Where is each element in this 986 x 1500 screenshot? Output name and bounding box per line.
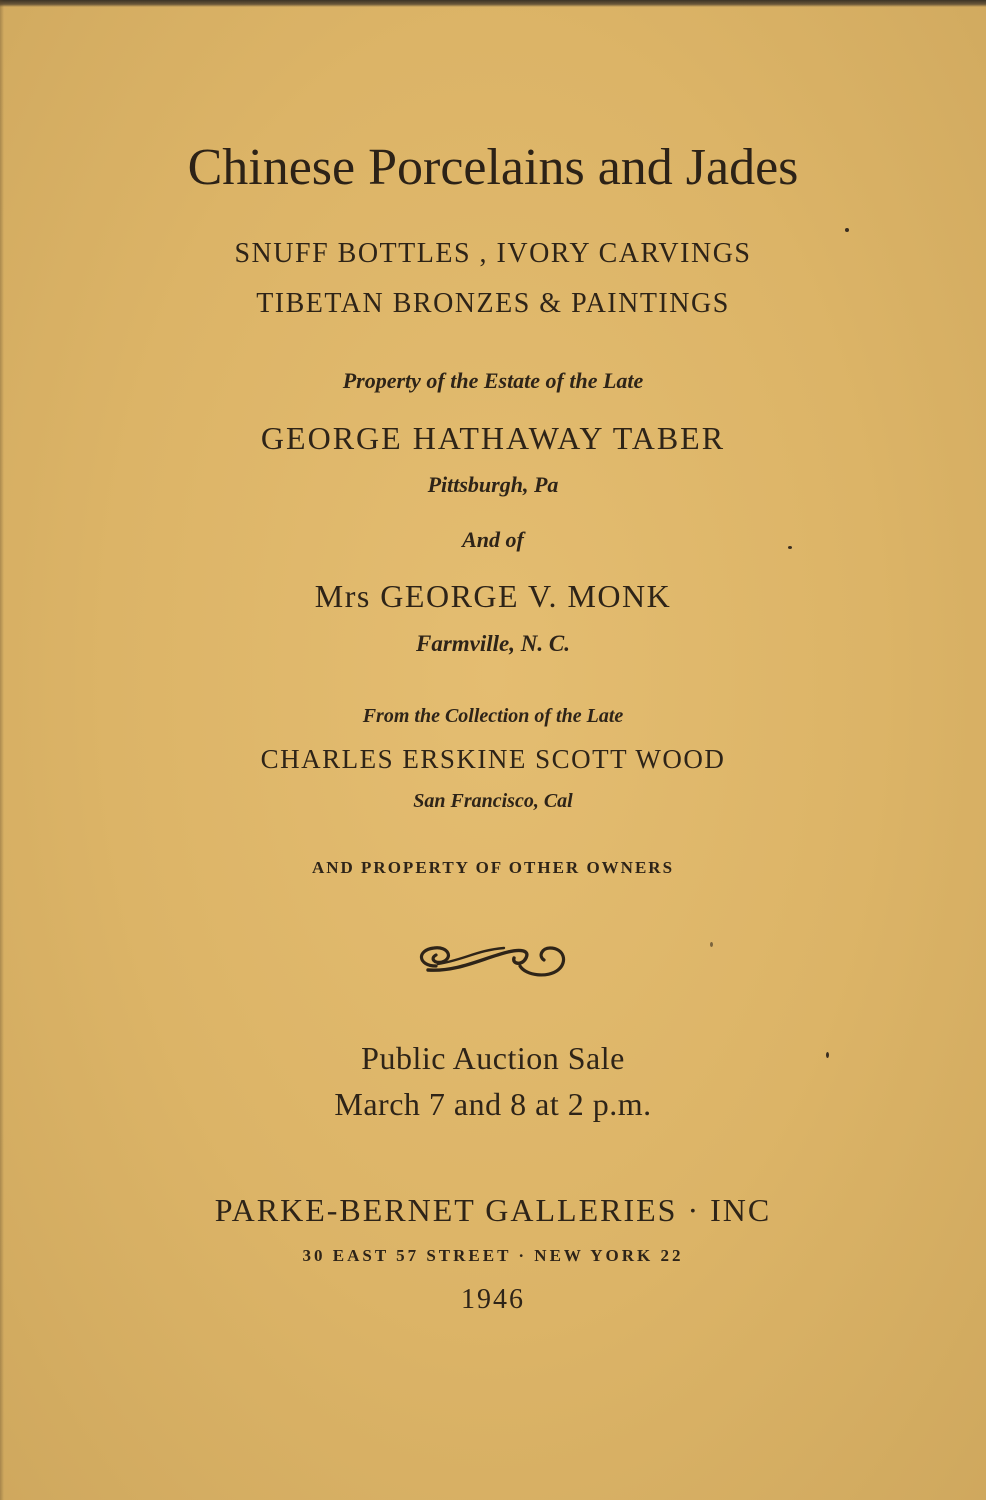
- paper-speck: [826, 1052, 829, 1058]
- paper-speck: [788, 546, 792, 549]
- catalog-title: Chinese Porcelains and Jades: [187, 139, 799, 196]
- owner-2-location: Farmville, N. C.: [416, 631, 570, 656]
- owner-2-name: Mrs GEORGE V. MONK: [314, 578, 672, 614]
- paper-speck: [845, 228, 849, 232]
- owner-1-name: GEORGE HATHAWAY TABER: [260, 420, 726, 456]
- publication-year: 1946: [461, 1284, 525, 1315]
- cover-top-edge: [0, 0, 986, 7]
- estate-intro: Property of the Estate of the Late: [342, 368, 644, 393]
- flourish-ornament-icon: [408, 936, 578, 986]
- subtitle-line-1: SNUFF BOTTLES , IVORY CARVINGS: [234, 238, 752, 269]
- auction-sale-date: March 7 and 8 at 2 p.m.: [334, 1086, 652, 1122]
- owner-3-name: CHARLES ERSKINE SCOTT WOOD: [260, 744, 726, 774]
- other-owners-text: AND PROPERTY OF OTHER OWNERS: [311, 858, 675, 877]
- and-of-text: And of: [462, 527, 524, 552]
- gallery-name: PARKE-BERNET GALLERIES · INC: [214, 1192, 772, 1228]
- gallery-address: 30 EAST 57 STREET · NEW YORK 22: [302, 1246, 684, 1265]
- auction-sale-title: Public Auction Sale: [361, 1040, 625, 1076]
- paper-speck: [710, 942, 713, 947]
- owner-3-location: San Francisco, Cal: [413, 790, 573, 812]
- owner-1-location: Pittsburgh, Pa: [427, 472, 559, 497]
- subtitle-line-2: TIBETAN BRONZES & PAINTINGS: [256, 288, 730, 319]
- collection-intro: From the Collection of the Late: [362, 705, 624, 727]
